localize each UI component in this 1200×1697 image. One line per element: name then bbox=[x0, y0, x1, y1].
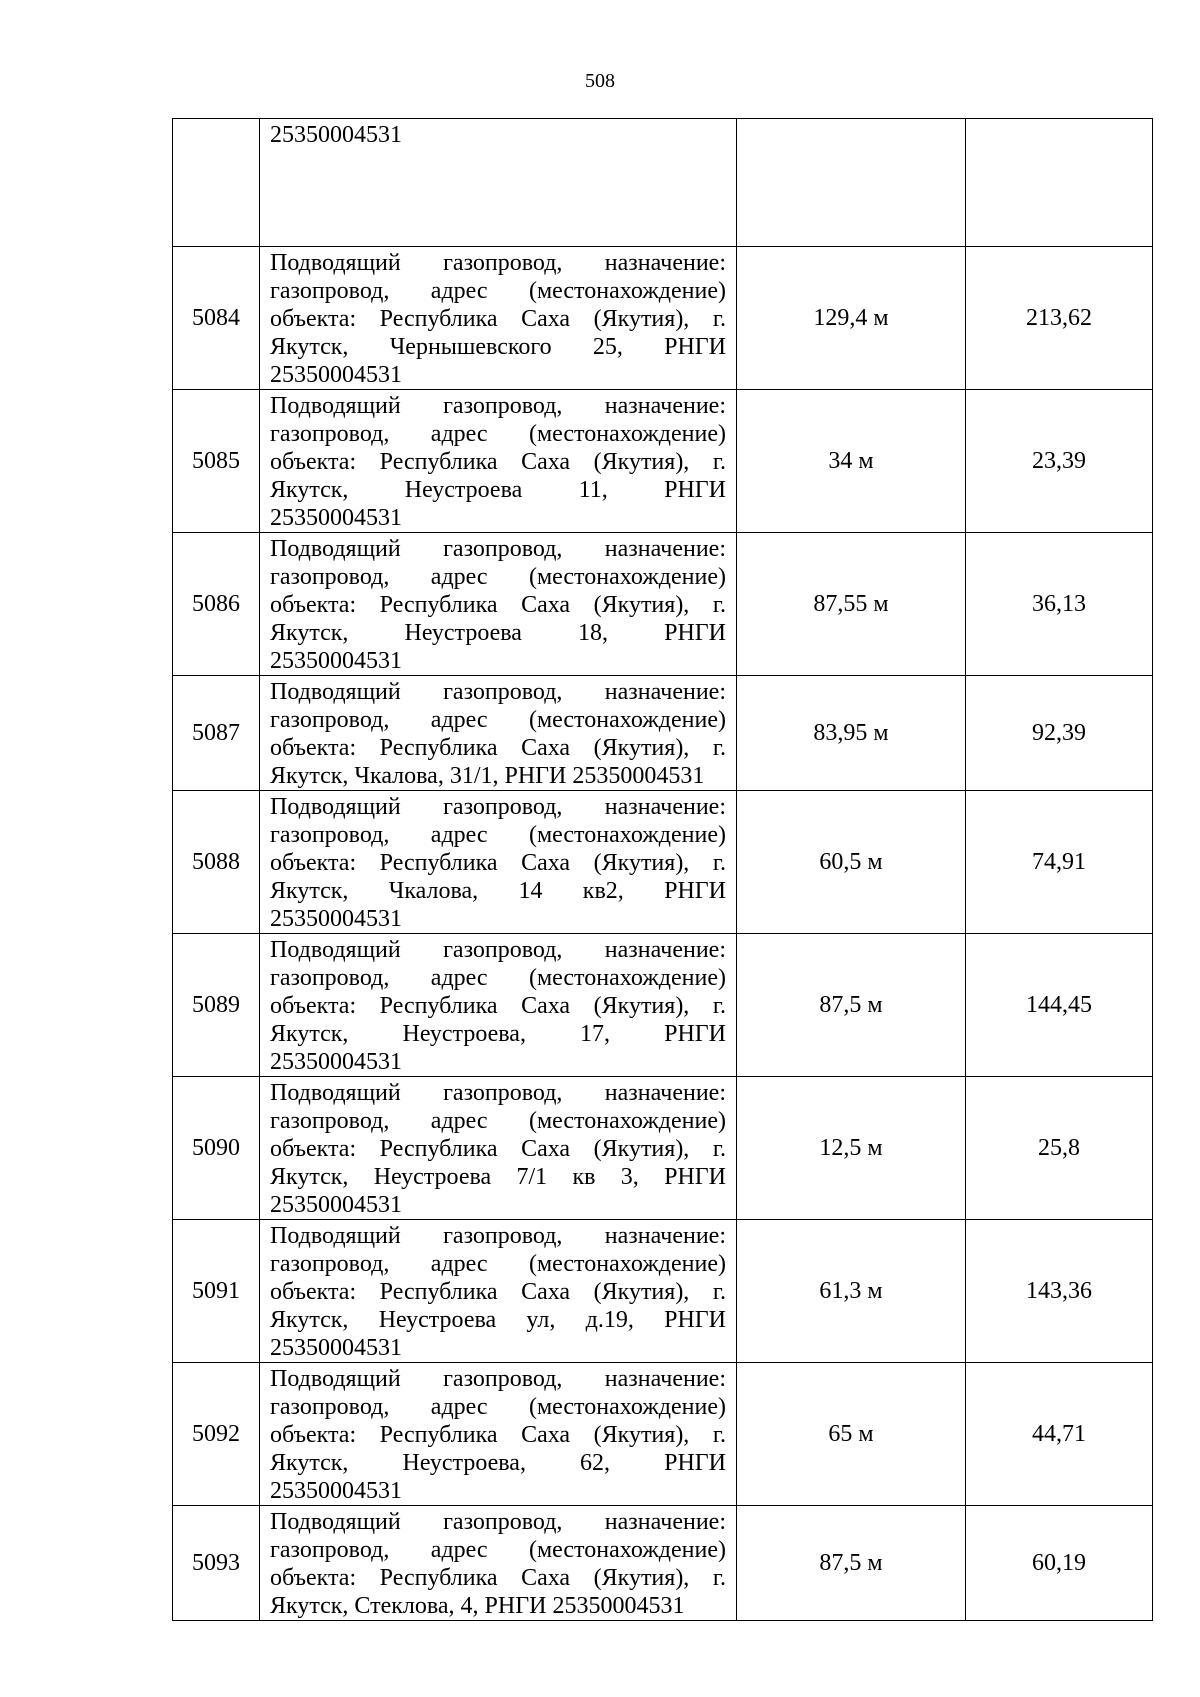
number-cell: 5093 bbox=[173, 1506, 260, 1621]
description-line: газопровод, адрес (местонахождение) bbox=[270, 421, 726, 447]
description-line: газопровод, адрес (местонахождение) bbox=[270, 1251, 726, 1277]
description-line: 25350004531 bbox=[270, 1335, 402, 1361]
table-row bbox=[173, 791, 1153, 934]
number-cell: 5089 bbox=[173, 934, 260, 1077]
cost-cell: 143,36 bbox=[966, 1220, 1153, 1363]
table-row bbox=[173, 1363, 1153, 1506]
description-line: 25350004531 bbox=[270, 906, 402, 932]
cost-cell: 23,39 bbox=[966, 390, 1153, 533]
description-line: Якутск, Чкалова, 31/1, РНГИ 25350004531 bbox=[270, 763, 705, 789]
description-line: объекта: Республика Саха (Якутия), г. bbox=[270, 306, 726, 332]
description-line: газопровод, адрес (местонахождение) bbox=[270, 1537, 726, 1563]
description-line: Подводящий газопровод, назначение: bbox=[270, 937, 726, 963]
number-cell: 5088 bbox=[173, 791, 260, 934]
table-row bbox=[173, 247, 1153, 390]
length-cell: 61,3 м bbox=[737, 1220, 966, 1363]
length-cell: 60,5 м bbox=[737, 791, 966, 934]
description-line: Якутск, Неустроева, 62, РНГИ bbox=[270, 1450, 726, 1476]
table-row bbox=[173, 934, 1153, 1077]
description-line: Подводящий газопровод, назначение: bbox=[270, 1366, 726, 1392]
description-line: газопровод, адрес (местонахождение) bbox=[270, 1108, 726, 1134]
description-line: объекта: Республика Саха (Якутия), г. bbox=[270, 592, 726, 618]
description-line: газопровод, адрес (местонахождение) bbox=[270, 278, 726, 304]
number-cell: 5091 bbox=[173, 1220, 260, 1363]
length-cell: 65 м bbox=[737, 1363, 966, 1506]
description-line: объекта: Республика Саха (Якутия), г. bbox=[270, 1565, 726, 1591]
description-cell bbox=[260, 247, 737, 390]
description-cell bbox=[260, 390, 737, 533]
description-cell bbox=[260, 934, 737, 1077]
description-line: 25350004531 bbox=[270, 1192, 402, 1218]
description-cell bbox=[260, 1506, 737, 1621]
description-cell bbox=[260, 119, 737, 247]
description-line: объекта: Республика Саха (Якутия), г. bbox=[270, 1136, 726, 1162]
length-cell: 87,5 м bbox=[737, 1506, 966, 1621]
table-row bbox=[173, 533, 1153, 676]
length-cell: 129,4 м bbox=[737, 247, 966, 390]
description-line: объекта: Республика Саха (Якутия), г. bbox=[270, 449, 726, 475]
description-line: объекта: Республика Саха (Якутия), г. bbox=[270, 993, 726, 1019]
number-cell: 5087 bbox=[173, 676, 260, 791]
description-line: 25350004531 bbox=[270, 122, 402, 148]
table-row bbox=[173, 1077, 1153, 1220]
length-cell: 12,5 м bbox=[737, 1077, 966, 1220]
description-line: газопровод, адрес (местонахождение) bbox=[270, 965, 726, 991]
description-line: Подводящий газопровод, назначение: bbox=[270, 250, 726, 276]
number-cell: 5085 bbox=[173, 390, 260, 533]
description-line: Якутск, Неустроева 11, РНГИ bbox=[270, 477, 726, 503]
description-line: 25350004531 bbox=[270, 1478, 402, 1504]
length-cell bbox=[737, 119, 966, 247]
description-cell bbox=[260, 1077, 737, 1220]
description-cell bbox=[260, 676, 737, 791]
number-cell bbox=[173, 119, 260, 247]
description-line: Якутск, Стеклова, 4, РНГИ 25350004531 bbox=[270, 1593, 685, 1619]
cost-cell: 92,39 bbox=[966, 676, 1153, 791]
description-line: Подводящий газопровод, назначение: bbox=[270, 393, 726, 419]
cost-cell: 44,71 bbox=[966, 1363, 1153, 1506]
description-line: Якутск, Неустроева, 17, РНГИ bbox=[270, 1021, 726, 1047]
description-line: Якутск, Неустроева 7/1 кв 3, РНГИ bbox=[270, 1164, 726, 1190]
cost-cell: 60,19 bbox=[966, 1506, 1153, 1621]
table-row bbox=[173, 1506, 1153, 1621]
cost-cell: 74,91 bbox=[966, 791, 1153, 934]
length-cell: 87,55 м bbox=[737, 533, 966, 676]
description-cell bbox=[260, 1220, 737, 1363]
description-line: Якутск, Неустроева 18, РНГИ bbox=[270, 620, 726, 646]
description-line: объекта: Республика Саха (Якутия), г. bbox=[270, 1422, 726, 1448]
description-cell bbox=[260, 533, 737, 676]
length-cell: 87,5 м bbox=[737, 934, 966, 1077]
description-line: газопровод, адрес (местонахождение) bbox=[270, 707, 726, 733]
cost-cell: 36,13 bbox=[966, 533, 1153, 676]
description-line: 25350004531 bbox=[270, 505, 402, 531]
number-cell: 5086 bbox=[173, 533, 260, 676]
description-line: Подводящий газопровод, назначение: bbox=[270, 1080, 726, 1106]
table-row bbox=[173, 1220, 1153, 1363]
page-number: 508 bbox=[585, 70, 615, 92]
cost-cell bbox=[966, 119, 1153, 247]
description-line: Подводящий газопровод, назначение: bbox=[270, 679, 726, 705]
table-row bbox=[173, 676, 1153, 791]
description-line: газопровод, адрес (местонахождение) bbox=[270, 564, 726, 590]
description-line: Якутск, Чернышевского 25, РНГИ bbox=[270, 334, 726, 360]
number-cell: 5092 bbox=[173, 1363, 260, 1506]
description-cell bbox=[260, 1363, 737, 1506]
description-line: Подводящий газопровод, назначение: bbox=[270, 1509, 726, 1535]
description-line: 25350004531 bbox=[270, 1049, 402, 1075]
description-line: Подводящий газопровод, назначение: bbox=[270, 1223, 726, 1249]
description-line: газопровод, адрес (местонахождение) bbox=[270, 1394, 726, 1420]
cost-cell: 213,62 bbox=[966, 247, 1153, 390]
length-cell: 34 м bbox=[737, 390, 966, 533]
description-line: 25350004531 bbox=[270, 362, 402, 388]
description-line: объекта: Республика Саха (Якутия), г. bbox=[270, 735, 726, 761]
number-cell: 5090 bbox=[173, 1077, 260, 1220]
cost-cell: 144,45 bbox=[966, 934, 1153, 1077]
cost-cell: 25,8 bbox=[966, 1077, 1153, 1220]
description-cell bbox=[260, 791, 737, 934]
number-cell: 5084 bbox=[173, 247, 260, 390]
registry-table bbox=[172, 118, 1153, 1621]
description-line: объекта: Республика Саха (Якутия), г. bbox=[270, 1279, 726, 1305]
table-row bbox=[173, 390, 1153, 533]
description-line: Подводящий газопровод, назначение: bbox=[270, 536, 726, 562]
description-line: Якутск, Чкалова, 14 кв2, РНГИ bbox=[270, 878, 726, 904]
description-line: Подводящий газопровод, назначение: bbox=[270, 794, 726, 820]
description-line: объекта: Республика Саха (Якутия), г. bbox=[270, 850, 726, 876]
length-cell: 83,95 м bbox=[737, 676, 966, 791]
description-line: 25350004531 bbox=[270, 648, 402, 674]
description-line: Якутск, Неустроева ул, д.19, РНГИ bbox=[270, 1307, 726, 1333]
continuation-row bbox=[173, 119, 1153, 247]
description-line: газопровод, адрес (местонахождение) bbox=[270, 822, 726, 848]
